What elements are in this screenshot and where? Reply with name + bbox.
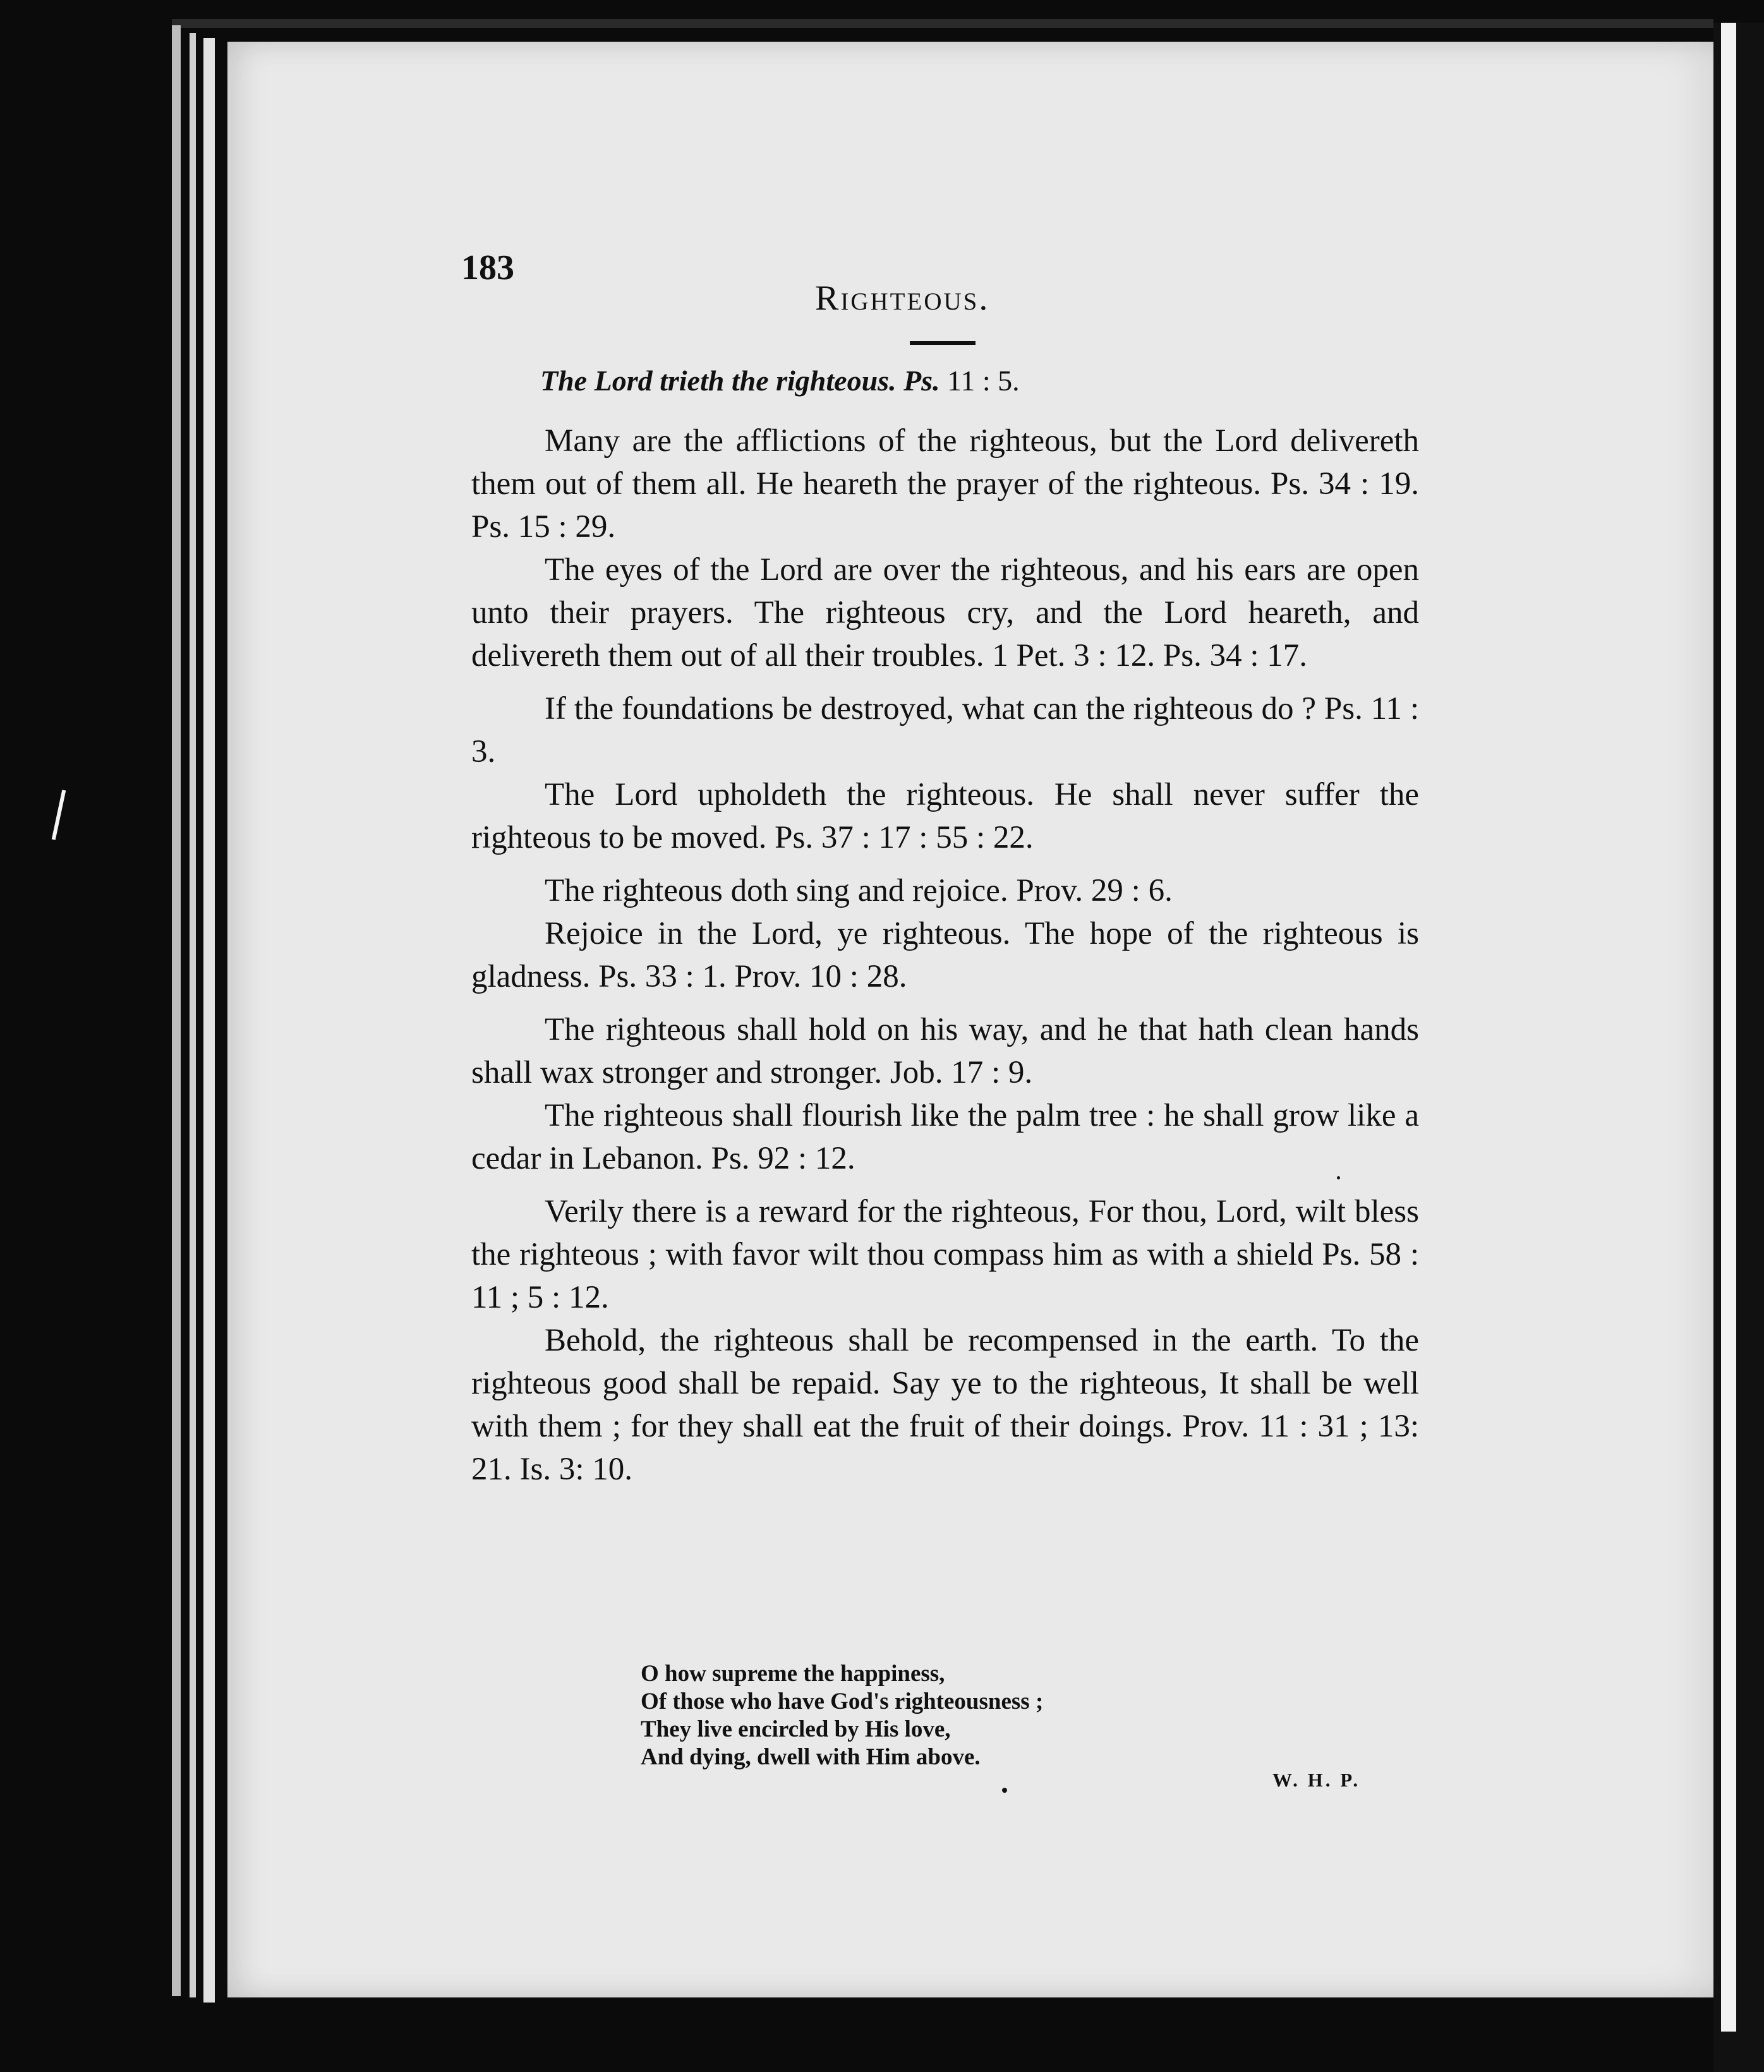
page-title: Righteous. xyxy=(815,279,990,318)
paragraph: Many are the afflictions of the righteous, but the Lord delivereth them out of them all. He heareth the prayer of the righteous. Ps. 34 : 19. Ps. 15 : 29. xyxy=(471,423,1419,545)
paragraph: The righteous shall hold on his way, and he that hath clean hands shall wax stronger and stronger. Job. 17 : 9. xyxy=(471,1012,1419,1090)
paragraph: Behold, the righteous shall be recompensed in the earth. To the righteous good shall be repaid. Say ye to the righteous, It shall be well with them ; for they shall eat the fruit of their doings. Prov. 11 : 31 ; 13: 21. Is. 3: 10. xyxy=(471,1323,1419,1487)
paragraph: The righteous doth sing and rejoice. Prov. 29 : 6. xyxy=(545,873,1173,908)
page-edge xyxy=(190,33,196,1997)
title-rule xyxy=(910,341,976,345)
epigraph xyxy=(540,364,1020,397)
ink-speck xyxy=(1337,1176,1340,1179)
poem-line: O how supreme the happiness, xyxy=(641,1661,945,1687)
body-text xyxy=(471,419,1419,1491)
poem-line: They live encircled by His love, xyxy=(641,1716,951,1742)
poem xyxy=(641,1660,1043,1771)
page-number: 183 xyxy=(461,248,514,287)
ink-speck xyxy=(1002,1788,1007,1793)
page-edge xyxy=(172,25,181,1996)
paragraph: Verily there is a reward for the righteous, For thou, Lord, wilt bless the righteous ; with favor wilt thou compass him as with a shield Ps. 58 : 11 ; 5 : 12. xyxy=(471,1194,1419,1315)
paragraph: Rejoice in the Lord, ye righteous. The hope of the righteous is gladness. Ps. 33 : 1. Prov. 10 : 28. xyxy=(471,916,1419,994)
author-signature: W. H. P. xyxy=(1272,1769,1361,1791)
epigraph-text: The Lord trieth the righteous. Ps. xyxy=(540,364,940,397)
paragraph: The righteous shall flourish like the palm tree : he shall grow like a cedar in Lebanon. Ps. 92 : 12. xyxy=(471,1098,1419,1176)
poem-line: Of those who have God's righteousness ; xyxy=(641,1689,1044,1714)
facing-page-edge xyxy=(1713,23,1764,2072)
poem-line: And dying, dwell with Him above. xyxy=(641,1744,981,1770)
paragraph: The Lord upholdeth the righteous. He shall never suffer the righteous to be moved. Ps. 37 : 17 : 55 : 22. xyxy=(471,777,1419,855)
top-border xyxy=(172,19,1713,28)
page-edge xyxy=(203,38,215,2003)
paragraph: The eyes of the Lord are over the righteous, and his ears are open unto their prayers. The righteous cry, and the Lord heareth, and delivereth them out of all their troubles. 1 Pet. 3 : 12. Ps. 34 : 17. xyxy=(471,552,1419,673)
paragraph: If the foundations be destroyed, what can the righteous do ? Ps. 11 : 3. xyxy=(471,691,1419,769)
epigraph-reference: 11 : 5. xyxy=(939,364,1020,397)
scan-artifact xyxy=(52,790,66,840)
